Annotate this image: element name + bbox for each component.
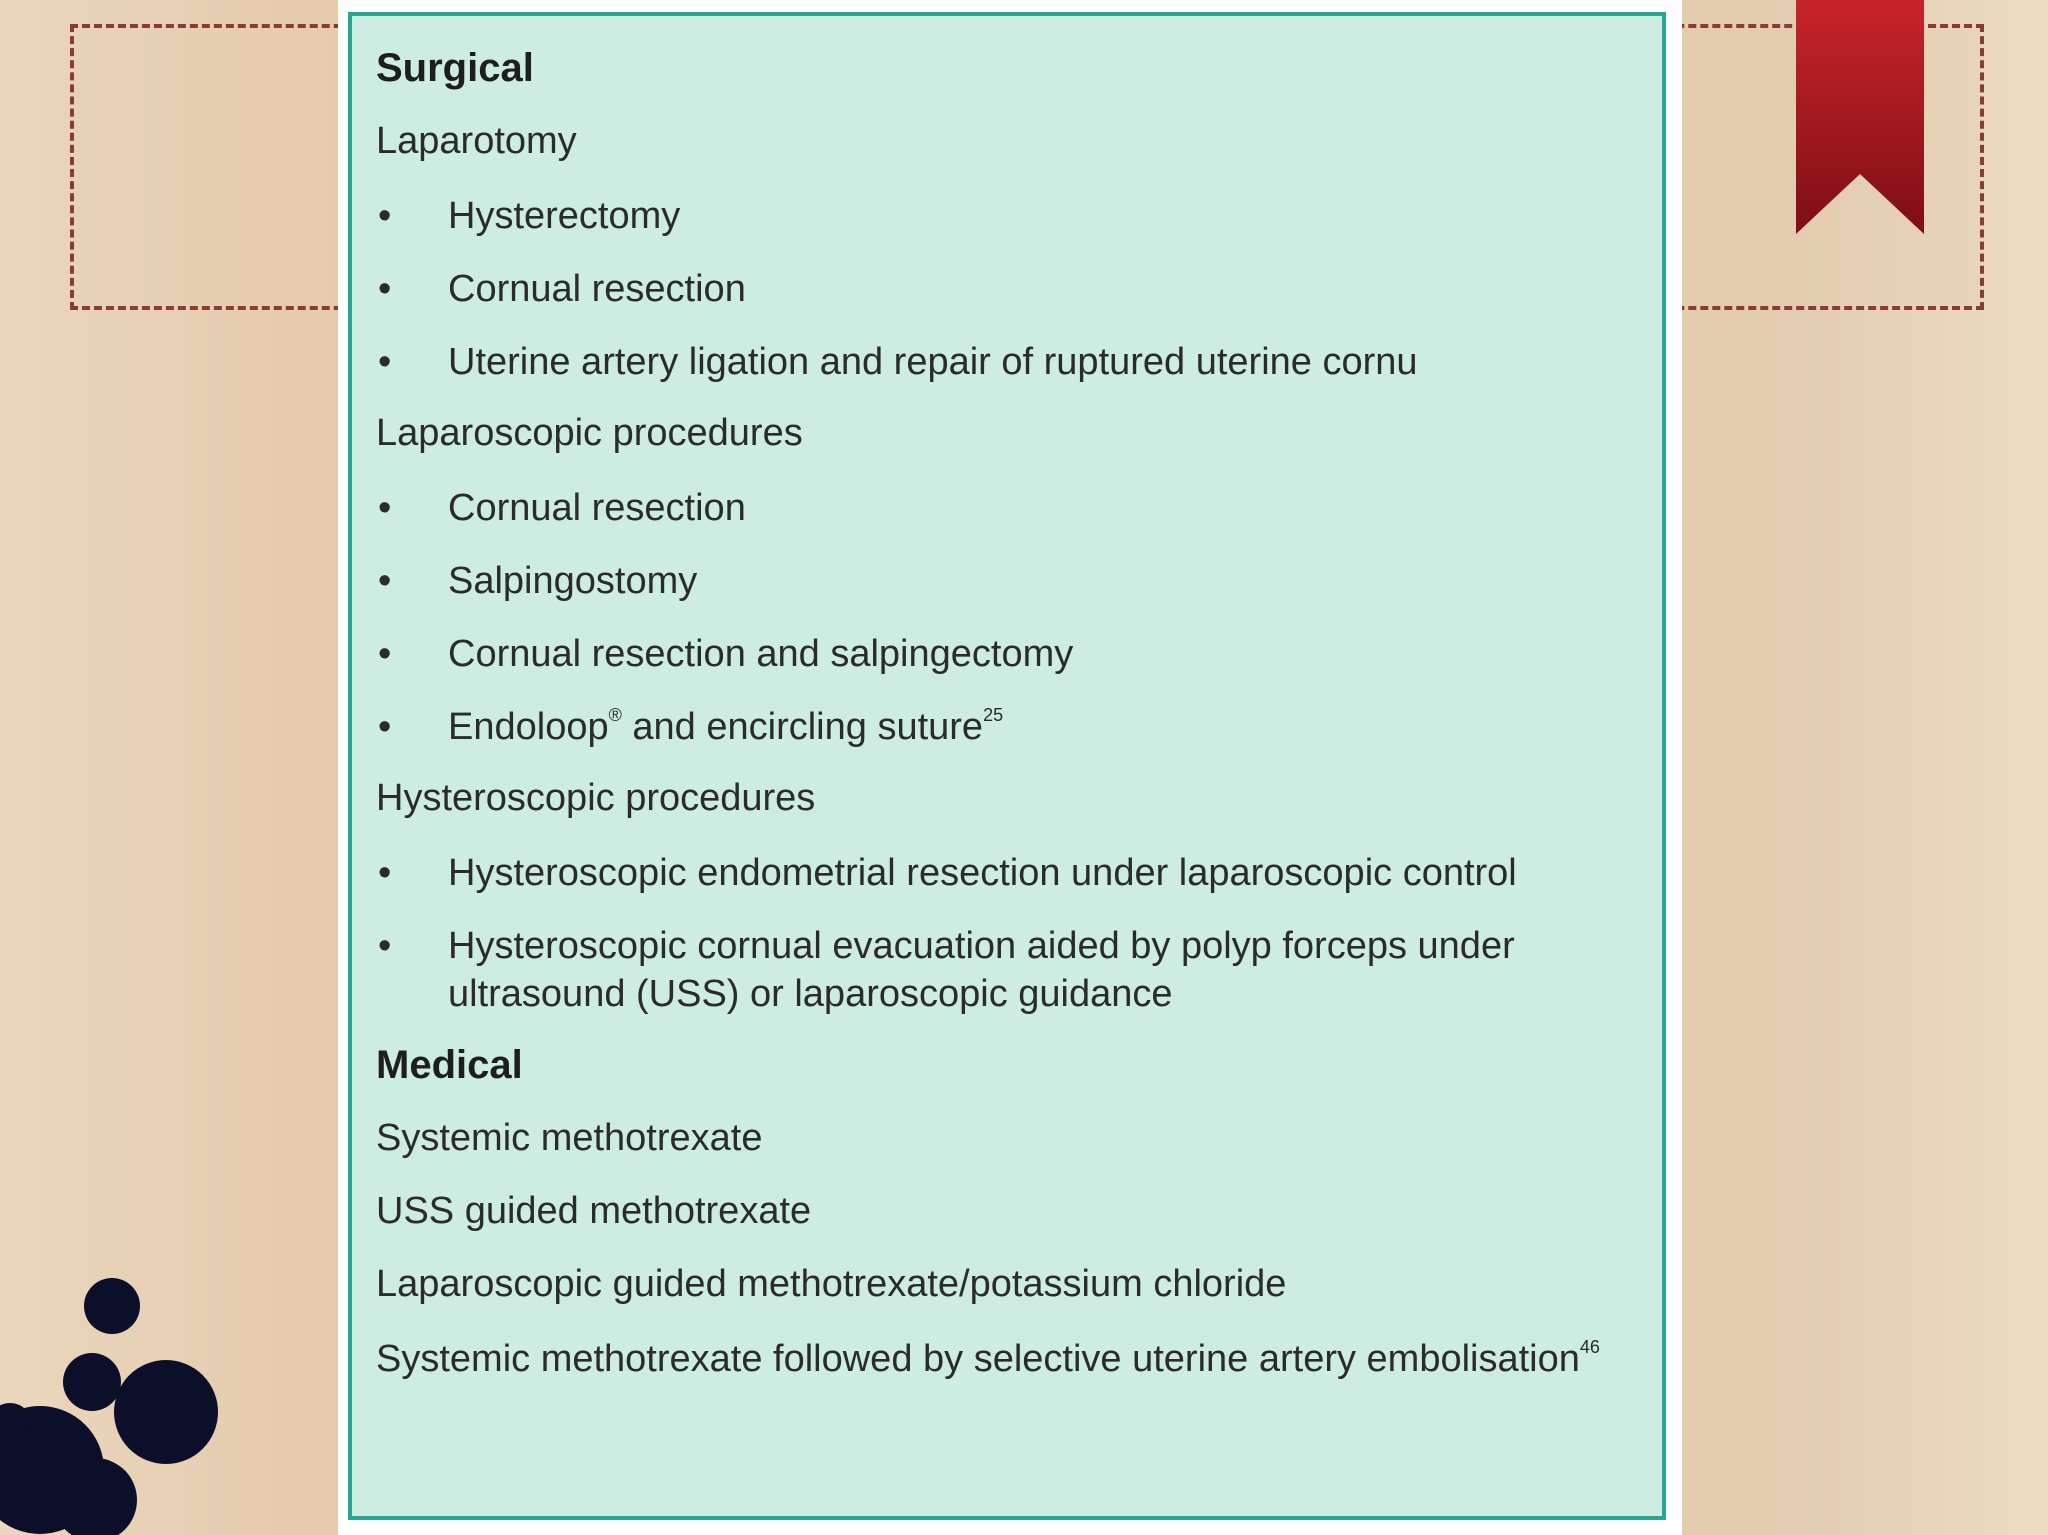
medical-item: Laparoscopic guided methotrexate/potassium chloride bbox=[376, 1263, 1287, 1305]
ink-blot-icon bbox=[0, 1260, 240, 1535]
medical-item: USS guided methotrexate bbox=[376, 1190, 812, 1232]
reference-number: 46 bbox=[1579, 1337, 1600, 1357]
bullet-icon: • bbox=[378, 560, 392, 602]
bullet-icon: • bbox=[378, 268, 392, 310]
medical-item: Systemic methotrexate bbox=[376, 1117, 763, 1159]
list-item: • Uterine artery ligation and repair of ruptured uterine cornu bbox=[376, 338, 1632, 386]
medical-heading: Medical bbox=[376, 1043, 523, 1087]
bullet-icon: • bbox=[378, 633, 392, 675]
bullet-icon: • bbox=[378, 487, 392, 529]
reference-number: 25 bbox=[983, 705, 1004, 725]
hysteroscopic-heading: Hysteroscopic procedures bbox=[376, 777, 816, 819]
list-item: • Cornual resection bbox=[376, 484, 1632, 532]
bullet-icon: • bbox=[378, 195, 392, 237]
bullet-icon: • bbox=[378, 852, 392, 894]
list-item: • Cornual resection and salpingectomy bbox=[376, 630, 1632, 678]
list-item: • Cornual resection bbox=[376, 265, 1632, 313]
list-item: • Salpingostomy bbox=[376, 557, 1632, 605]
registered-mark: ® bbox=[608, 705, 622, 725]
list-item: • Hysterectomy bbox=[376, 192, 1632, 240]
bullet-icon: • bbox=[378, 706, 392, 748]
list-item: • Hysteroscopic endometrial resection under laparoscopic control bbox=[376, 849, 1632, 897]
laparotomy-heading: Laparotomy bbox=[376, 120, 577, 162]
bookmark-ribbon-icon bbox=[1796, 0, 1924, 236]
bullet-icon: • bbox=[378, 341, 392, 383]
list-item-endoloop: • Endoloop® and encircling suture$^{25}$ bbox=[376, 703, 1632, 751]
medical-item-last: Systemic methotrexate followed by selective uterine artery embolisation$^{46}$ bbox=[376, 1337, 1600, 1380]
list-item: • Hysteroscopic cornual evacuation aided by polyp forceps under ultrasound (USS) or laparoscopic guidance bbox=[376, 922, 1632, 1018]
laparoscopic-heading: Laparoscopic procedures bbox=[376, 412, 803, 454]
treatment-options-box bbox=[348, 12, 1666, 1520]
surgical-heading: Surgical bbox=[376, 46, 534, 90]
bullet-icon: • bbox=[378, 925, 392, 967]
